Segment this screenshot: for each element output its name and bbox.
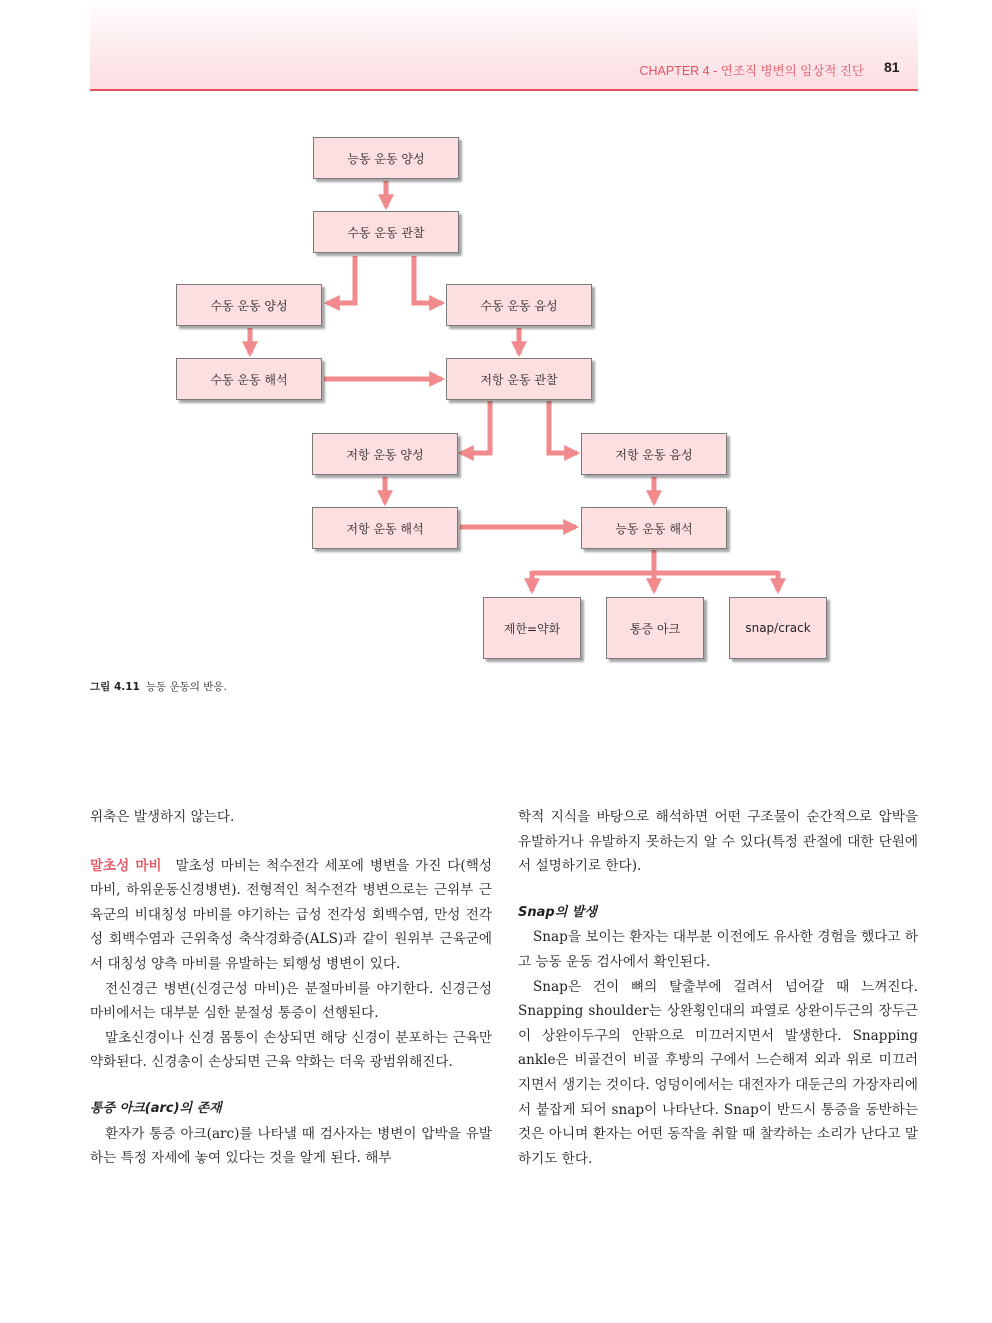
paragraph (90, 854, 492, 977)
node-resist-observe: 저항 운동 관찰 (446, 358, 592, 400)
paragraph-text: 말초성 마비는 척수전각 세포에 병변을 가진 다(핵성마비, 하위운동신경병변). 전형적인 척수전각 병변으로는 근위부 근육군의 비대칭성 마비를 야기하는 급성 전각성 회백수염, 만성 전각성 회백수염과 근위축성 축삭경화증(ALS)과 같이 원위부 근육군에서 대칭성 양측 마비를 유발하는 퇴행성 병변이 있다. (90, 857, 492, 972)
arrow-to-resist-negative (549, 401, 577, 453)
node-limit-weak: 제한=약화 (483, 597, 581, 659)
arrow-to-passive-positive (327, 256, 355, 303)
section-subheading: Snap의 발생 (518, 904, 597, 920)
figure-label: 그림 4.11 (90, 681, 140, 693)
page-number: 81 (884, 59, 900, 75)
node-passive-negative: 수동 운동 음성 (446, 284, 592, 326)
node-resist-interpret: 저항 운동 해석 (312, 507, 458, 549)
node-resist-negative: 저항 운동 음성 (581, 433, 727, 475)
node-snap-crack: snap/crack (729, 597, 827, 659)
node-resist-positive: 저항 운동 양성 (312, 433, 458, 475)
running-head: CHAPTER 4 - 연조직 병변의 임상적 진단 (639, 64, 864, 78)
node-passive-positive: 수동 운동 양성 (176, 284, 322, 326)
figure-caption (90, 679, 227, 694)
figure-caption-text: 능동 운동의 반응. (145, 681, 227, 693)
arrow-to-resist-positive (461, 401, 490, 453)
node-passive-observe: 수동 운동 관찰 (313, 211, 459, 253)
paragraph: Snap을 보이는 환자는 대부분 이전에도 유사한 경험을 했다고 하고 능동 운동 검사에서 확인된다. (518, 929, 918, 970)
paragraph: 말초신경이나 신경 몸통이 손상되면 해당 신경이 분포하는 근육만 약화된다. 신경총이 손상되면 근육 약화는 더욱 광범위해진다. (90, 1029, 492, 1071)
left-column (90, 805, 492, 1171)
paragraph: 학적 지식을 바탕으로 해석하면 어떤 구조물이 순간적으로 압박을 유발하거나 유발하지 못하는지 알 수 있다(특정 관절에 대한 단원에서 설명하기로 한다). (518, 809, 918, 875)
node-passive-interpret: 수동 운동 해석 (176, 358, 322, 400)
right-column (518, 805, 918, 1171)
paragraph: 환자가 통증 아크(arc)를 나타낼 때 검사자는 병변이 압박을 유발하는 특정 자세에 놓여 있다는 것을 알게 된다. 해부 (90, 1125, 492, 1167)
paragraph: 전신경근 병변(신경근성 마비)은 분절마비를 야기한다. 신경근성 마비에서는 대부분 심한 분절성 통증이 선행된다. (90, 980, 492, 1022)
node-active-positive: 능동 운동 양성 (313, 137, 459, 179)
arrow-to-passive-negative (414, 256, 442, 303)
node-painful-arc: 통증 아크 (606, 597, 704, 659)
node-active-interpret: 능동 운동 해석 (581, 507, 727, 549)
paragraph: 위축은 발생하지 않는다. (90, 809, 235, 825)
section-subheading: 통증 아크(arc)의 존재 (90, 1100, 222, 1116)
paragraph: Snap은 건이 뼈의 탈출부에 걸려서 넘어갈 때 느껴진다. Snapping shoulder는 상완횡인대의 파열로 상완이두근의 장두근이 상완이두구의 안팎으로 미끄러지면서 발생한다. Snapping ankle은 비골건이 비골 후방의 구에서 느슨해져 외과 위로 미끄러지면서 생기는 것이다. 엉덩이에서는 대전자가 대둔근의 가장자리에서 붙잡게 되어 snap이 나타난다. Snap이 반드시 통증을 동반하는 것은 아니며 환자는 어떤 동작을 취할 때 찰칵하는 소리가 난다고 말하기도 한다. (518, 978, 918, 1167)
term-heading: 말초성 마비 (90, 857, 162, 874)
